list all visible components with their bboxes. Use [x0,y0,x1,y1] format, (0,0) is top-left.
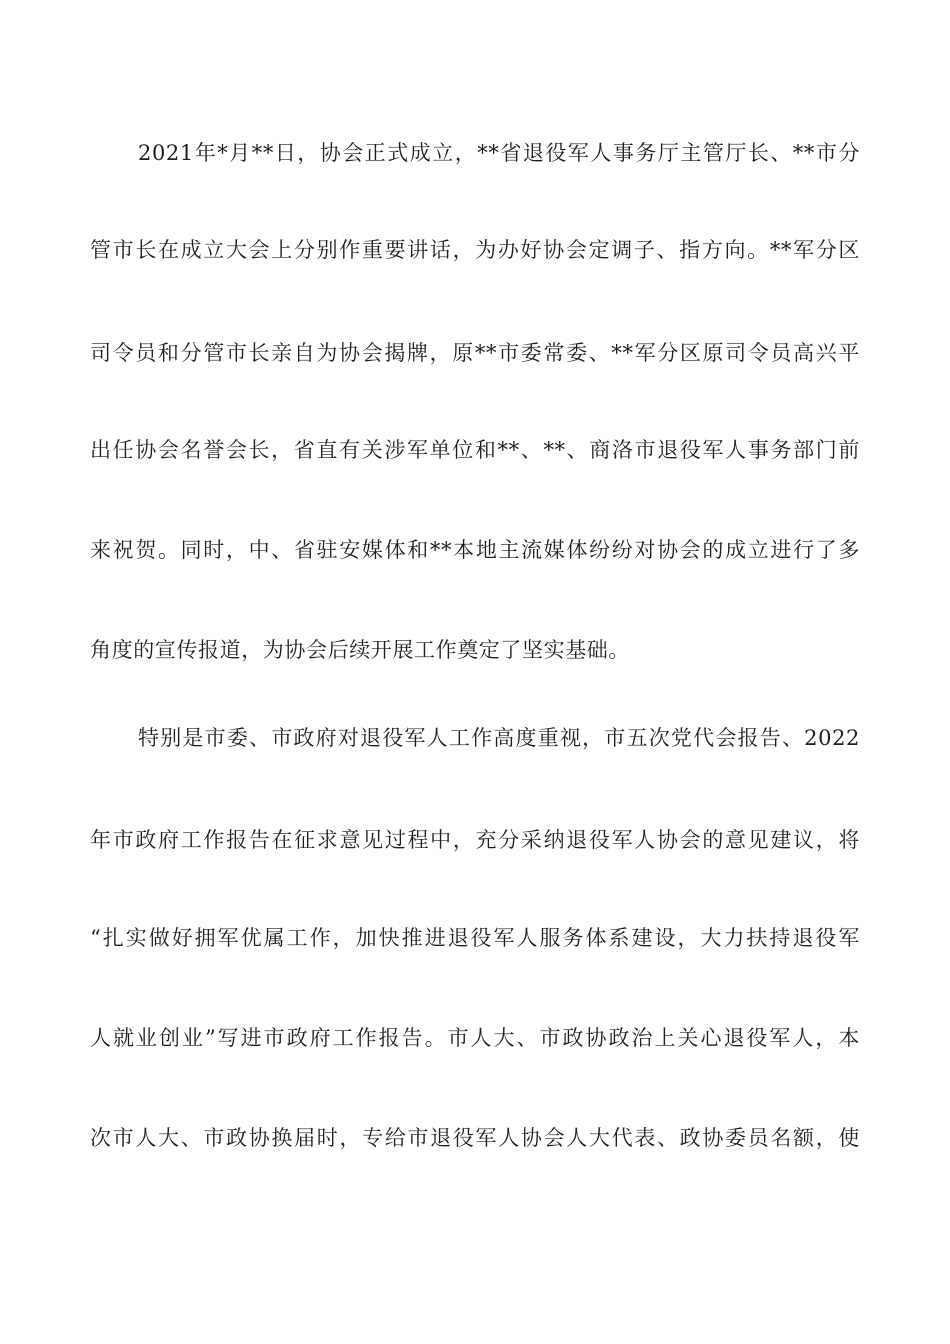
paragraph-1-line-2: 管市长在成立大会上分别作重要讲话，为办好协会定调子、指方向。**军分区 [90,238,860,262]
paragraph-1-line-1: 2021年*月**日，协会正式成立，**省退役军人事务厅主管厅长、**市分 [138,141,860,165]
paragraph-2-line-2: 年市政府工作报告在征求意见过程中，充分采纳退役军人协会的意见建议，将 [90,828,860,852]
paragraph-1-line-4: 出任协会名誉会长，省直有关涉军单位和**、**、商洛市退役军人事务部门前 [90,438,860,462]
paragraph-1-line-5: 来祝贺。同时，中、省驻安媒体和**本地主流媒体纷纷对协会的成立进行了多 [90,538,860,562]
paragraph-2-line-5: 次市人大、市政协换届时，专给市退役军人协会人大代表、政协委员名额，使 [90,1126,860,1150]
paragraph-1-line-6: 角度的宣传报道，为协会后续开展工作奠定了坚实基础。 [90,638,630,662]
paragraph-2-line-3: “扎实做好拥军优属工作，加快推进退役军人服务体系建设，大力扶持退役军 [90,926,860,950]
paragraph-2-line-1: 特别是市委、市政府对退役军人工作高度重视，市五次党代会报告、2022 [138,726,860,750]
paragraph-2-line-4: 人就业创业”写进市政府工作报告。市人大、市政协政治上关心退役军人，本 [90,1026,860,1050]
paragraph-1-line-3: 司令员和分管市长亲自为协会揭牌，原**市委常委、**军分区原司令员高兴平 [90,341,860,365]
